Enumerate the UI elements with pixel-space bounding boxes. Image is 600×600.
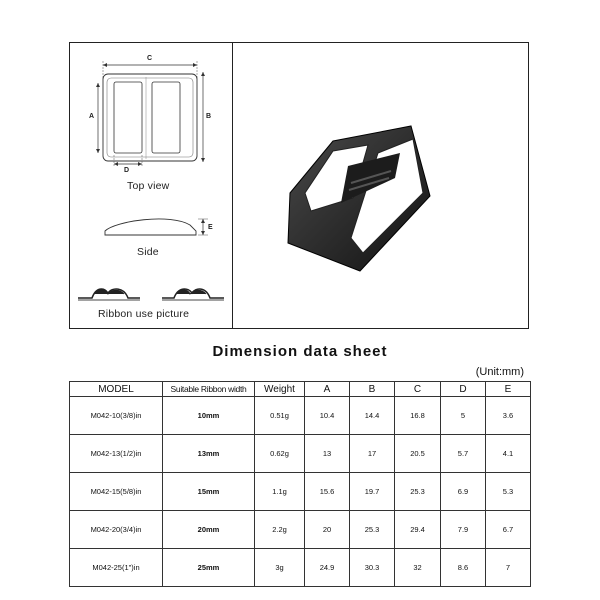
- cell-d: 7.9: [441, 511, 486, 549]
- cell-d: 5: [441, 397, 486, 435]
- cell-c: 29.4: [395, 511, 441, 549]
- cell-c: 25.3: [395, 473, 441, 511]
- dimension-label-b: B: [206, 113, 212, 120]
- cell-a: 13: [305, 435, 350, 473]
- table-header-row: [70, 382, 531, 397]
- side-caption: Side: [137, 246, 159, 258]
- cell-model: M042-25(1")in: [70, 549, 163, 587]
- ribbon-use-caption: Ribbon use picture: [98, 308, 190, 320]
- header-a: A: [305, 382, 350, 397]
- table-row: [70, 435, 531, 473]
- table-row: [70, 549, 531, 587]
- dimension-label-c: C: [147, 55, 153, 62]
- cell-ribbon-width: 25mm: [163, 549, 255, 587]
- dimension-label-e: E: [208, 224, 213, 231]
- header-d: D: [441, 382, 486, 397]
- cell-e: 5.3: [486, 473, 531, 511]
- cell-weight: 0.62g: [255, 435, 305, 473]
- cell-ribbon-width: 13mm: [163, 435, 255, 473]
- cell-c: 16.8: [395, 397, 441, 435]
- cell-e: 7: [486, 549, 531, 587]
- cell-b: 14.4: [350, 397, 395, 435]
- cell-b: 30.3: [350, 549, 395, 587]
- cell-c: 20.5: [395, 435, 441, 473]
- cell-model: M042-20(3/4)in: [70, 511, 163, 549]
- dimension-label-d: D: [124, 167, 130, 174]
- cell-e: 4.1: [486, 435, 531, 473]
- cell-b: 17: [350, 435, 395, 473]
- ribbon-use-right-icon: [162, 289, 224, 300]
- cell-d: 6.9: [441, 473, 486, 511]
- header-c: C: [395, 382, 441, 397]
- cell-model: M042-10(3/8)in: [70, 397, 163, 435]
- cell-model: M042-13(1/2)in: [70, 435, 163, 473]
- top-view-caption: Top view: [127, 180, 170, 192]
- header-b: B: [350, 382, 395, 397]
- cell-a: 20: [305, 511, 350, 549]
- table-row: [70, 473, 531, 511]
- cell-a: 15.6: [305, 473, 350, 511]
- product-diagram-panel: [69, 42, 529, 329]
- cell-ribbon-width: 10mm: [163, 397, 255, 435]
- header-weight: Weight: [255, 382, 305, 397]
- cell-b: 19.7: [350, 473, 395, 511]
- cell-weight: 3g: [255, 549, 305, 587]
- table-row: [70, 397, 531, 435]
- cell-weight: 1.1g: [255, 473, 305, 511]
- sheet-title: Dimension data sheet: [212, 343, 388, 360]
- cell-a: 24.9: [305, 549, 350, 587]
- header-ribbon-width: Suitable Ribbon width: [163, 382, 255, 397]
- table-row: [70, 511, 531, 549]
- cell-ribbon-width: 15mm: [163, 473, 255, 511]
- unit-label: (Unit:mm): [475, 366, 524, 378]
- cell-weight: 2.2g: [255, 511, 305, 549]
- cell-a: 10.4: [305, 397, 350, 435]
- ribbon-use-left-icon: [78, 289, 140, 300]
- cell-model: M042-15(5/8)in: [70, 473, 163, 511]
- cell-b: 25.3: [350, 511, 395, 549]
- header-e: E: [486, 382, 531, 397]
- buckle-photo: [233, 43, 529, 328]
- dimension-label-a: A: [89, 113, 95, 120]
- cell-d: 5.7: [441, 435, 486, 473]
- dimension-table: [69, 381, 531, 587]
- cell-d: 8.6: [441, 549, 486, 587]
- cell-e: 6.7: [486, 511, 531, 549]
- cell-ribbon-width: 20mm: [163, 511, 255, 549]
- cell-weight: 0.51g: [255, 397, 305, 435]
- cell-c: 32: [395, 549, 441, 587]
- cell-e: 3.6: [486, 397, 531, 435]
- header-model: MODEL: [70, 382, 163, 397]
